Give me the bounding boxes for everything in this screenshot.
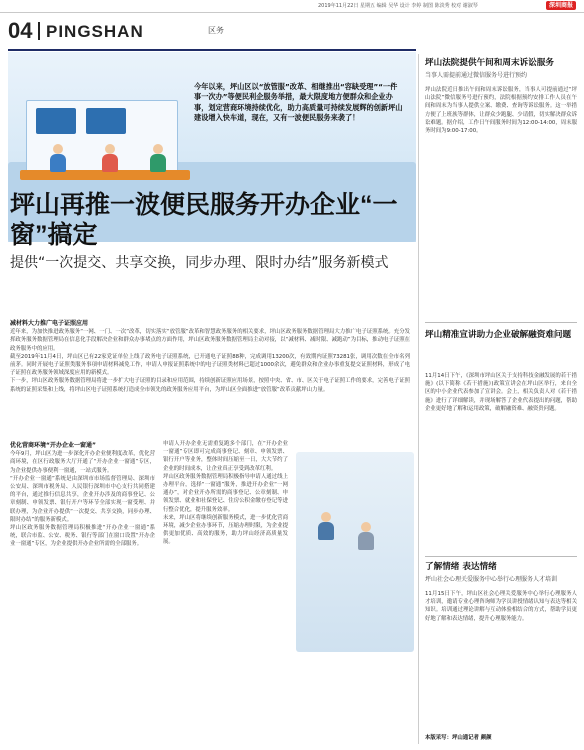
paragraph: 申请人开办企业无需重复跑多个部门，在“开办企业一窗通”专区即可完成商事登记、刻章、申领发票、银行开户等业务，整体时间压缩至一日，大大节约了企业的时间成本，让企业真正享受到改革红利。 <box>163 441 288 472</box>
section-title-en: PINGSHAN <box>46 22 144 41</box>
paragraph: 下一步，坪山区政务服务数据管理局将进一步扩大电子证照的目录和应用范围，持续创新证照应用场景，按照中央、省、市、区关于电子证照工作的要求，完善电子证照系统的证照采集和上线，将坪山区电子证照系统打造成全市领先的政务服务应用平台，为坪山区全面推进“放管服”改革贡献坪山力量。 <box>10 378 410 393</box>
section-heading: 优化营商环境“开办企业一窗通” <box>10 442 96 449</box>
byline: 本版采写：坪山通记者 颜颜 <box>425 735 492 741</box>
rule <box>425 322 577 323</box>
right-article-3-subtitle: 坪山社会心理关爱服务中心举行心理服务人才培训 <box>425 576 558 583</box>
section-title-cn: 区务 <box>208 26 224 35</box>
right-article-1-title: 坪山法院提供午间和周末诉讼服务 <box>425 58 554 68</box>
divider-icon <box>38 22 40 40</box>
person-icon <box>48 144 68 172</box>
screen-icon <box>36 108 76 134</box>
lead-paragraph: 今年以来，坪山区以“放管服”改革、相继推出“容缺受理”“一件事一次办”等便民利企服务举措，最大限度地方便群众和企业办事，划定营商环境持续优化，助力高质量可持续发展辉的创新坪山建设增入快车道，现在，又有一波便民服务来袭了！ <box>194 82 403 123</box>
right-article-2-body: 11月14日下午，《深圳市坪山区关于支持科技金融发展的若干措施》(以下简称《若干措施》)政策宣讲会在坪山区举行，来自全区的中小企业代表参加了宣讲会。会上，相关负责人对《若干措施》进行了详细解读，并现场解答了企业代表提出的问题，帮助企业更好地了解和运用政策，破解融资难、融资贵问题。 <box>425 373 577 412</box>
column-divider <box>418 54 419 744</box>
paragraph: 未来，坪山区将继续创新服务模式，进一步优化营商环境，减少企业办事环节，压缩办理时限，为企业提供更加优质、高效的服务，助力坪山经济高质量发展。 <box>163 514 288 546</box>
rule <box>425 556 577 557</box>
paragraph: 近年来，为加快推进政务服务“一网、一门、一次”改革，切实落实“放管服”改革和智慧政务服务的相关要求，坪山区政务服务数据管理局大力推广电子证照系统。充分发挥政务服务数据管理局在信息化手段解决企业和群众办事堵点的方面作用，坪山区政务服务数据管理局主动对接，以“减材料、减时限、减跑动”为目标，推动电子证照在政务服务中的应用。 <box>10 329 410 352</box>
right-article-1-body: 坪山法院近日推出午间和周末诉讼服务，当事人可提前通过“坪山法院”微信服务号进行预约，法院根据预约安排工作人员在午间和周末为当事人提供立案、缴费、查询等诉讼服务。这一举措方便了上班族等群体，让群众少跑腿、少请假，切实解决群众诉讼难题。据介绍，工作日午间服务时间为12:00-14:00，周末服务时间为9:00-17:00。 <box>425 87 577 135</box>
right-article-3-body: 11月15日下午，坪山区社会心理关爱服务中心举行心理服务人才培训，邀请专业心理咨询师为学员讲授情绪认知与表达等相关知识。培训通过理论讲解与互动体验相结合的方式，帮助学员更好地了解和表达情绪，提升心理服务能力。 <box>425 591 577 622</box>
header-rule <box>8 49 416 51</box>
masthead <box>0 0 584 13</box>
screen-icon <box>86 108 126 134</box>
headline: 坪山再推一波便民服务开办企业“一窗”搞定 <box>10 191 398 249</box>
article-block-2 <box>10 440 155 549</box>
person-icon <box>100 144 120 172</box>
masthead-meta: 2019年11月22日 星期五 编辑 吴华 设计 李婷 制图 陈淡秀 校对 谢淑琴 <box>318 3 478 9</box>
paragraph: 坪山区政务服务数据管理局积极推进“开办企业一窗通”系统，联合市监、公安、税务、银行等部门在窗口设置“开办企业一窗通”专区，为企业提供开办企业所需的全部服务。 <box>10 525 155 548</box>
subheadline: 提供“一次提交、共享交换，同步办理、限时办结”服务新模式 <box>10 255 389 271</box>
right-article-2-title: 坪山精准宣讲助力企业破解融资难问题 <box>425 330 572 340</box>
paragraph: 截至2019年11月4日，坪山区已有22家党证单位上线了政务电子证照系统，已开通电子证照88种，完成调用13200次，有效期内证照73281张，调用次数在全市名列前茅。同时开展电子证照类服务事项申请材料减免工作，申请人申报证照系统中的电子证照类材料已超过1000余次，避免群众和企业办事重复提交证照材料，形成了电子证照在政务服务领域深度应用的新模式。 <box>10 353 410 377</box>
person-icon <box>148 144 168 172</box>
right-article-3-title: 了解情绪 表达情绪 <box>425 562 497 572</box>
photo-placeholder <box>296 452 414 652</box>
paragraph: 今年9月，坪山区为进一步深化开办企业便利度改革，优化营商环境，在区行政服务大厅开通了“开办企业一窗通”专区，为企业提供办事便利一窗通，一站式服务。 <box>10 451 155 474</box>
person-icon <box>356 522 376 550</box>
article-block-1 <box>10 318 410 394</box>
page-number: 04 <box>8 18 33 43</box>
article-block-3 <box>163 440 288 547</box>
section-heading: 减材料大力推广电子证照应用 <box>10 320 89 327</box>
paragraph: “开办企业一窗通”系统是由深圳市市场监督管理局、深圳市公安局、深圳市税务局、人民银行深圳市中心支行共同搭建的平台，通过推行信息共享，企业开办涉及的商事登记、公章刻制、申领发票、银行开户等环节全部实现一窗受理、并联办理，为企业开办提供“一次提交、共享交换，同步办理、限时办结”的服务新模式。 <box>10 475 155 523</box>
paragraph: 坪山区政务服务数据管理局积极指导申请人通过线上办理平台，选择“一窗通”服务，推进开办企业“一网通办”，对企业开办所需的商事登记、公章刻制、申领发票、就业和社保登记、住房公积金缴存登记等进行整合优化，提升服务效率。 <box>163 473 288 513</box>
right-article-1-subtitle: 当事人需提前通过微信服务号进行预约 <box>425 72 528 79</box>
newspaper-logo: 深圳商报 <box>546 1 576 10</box>
page-header <box>8 16 416 50</box>
person-icon <box>316 512 336 540</box>
